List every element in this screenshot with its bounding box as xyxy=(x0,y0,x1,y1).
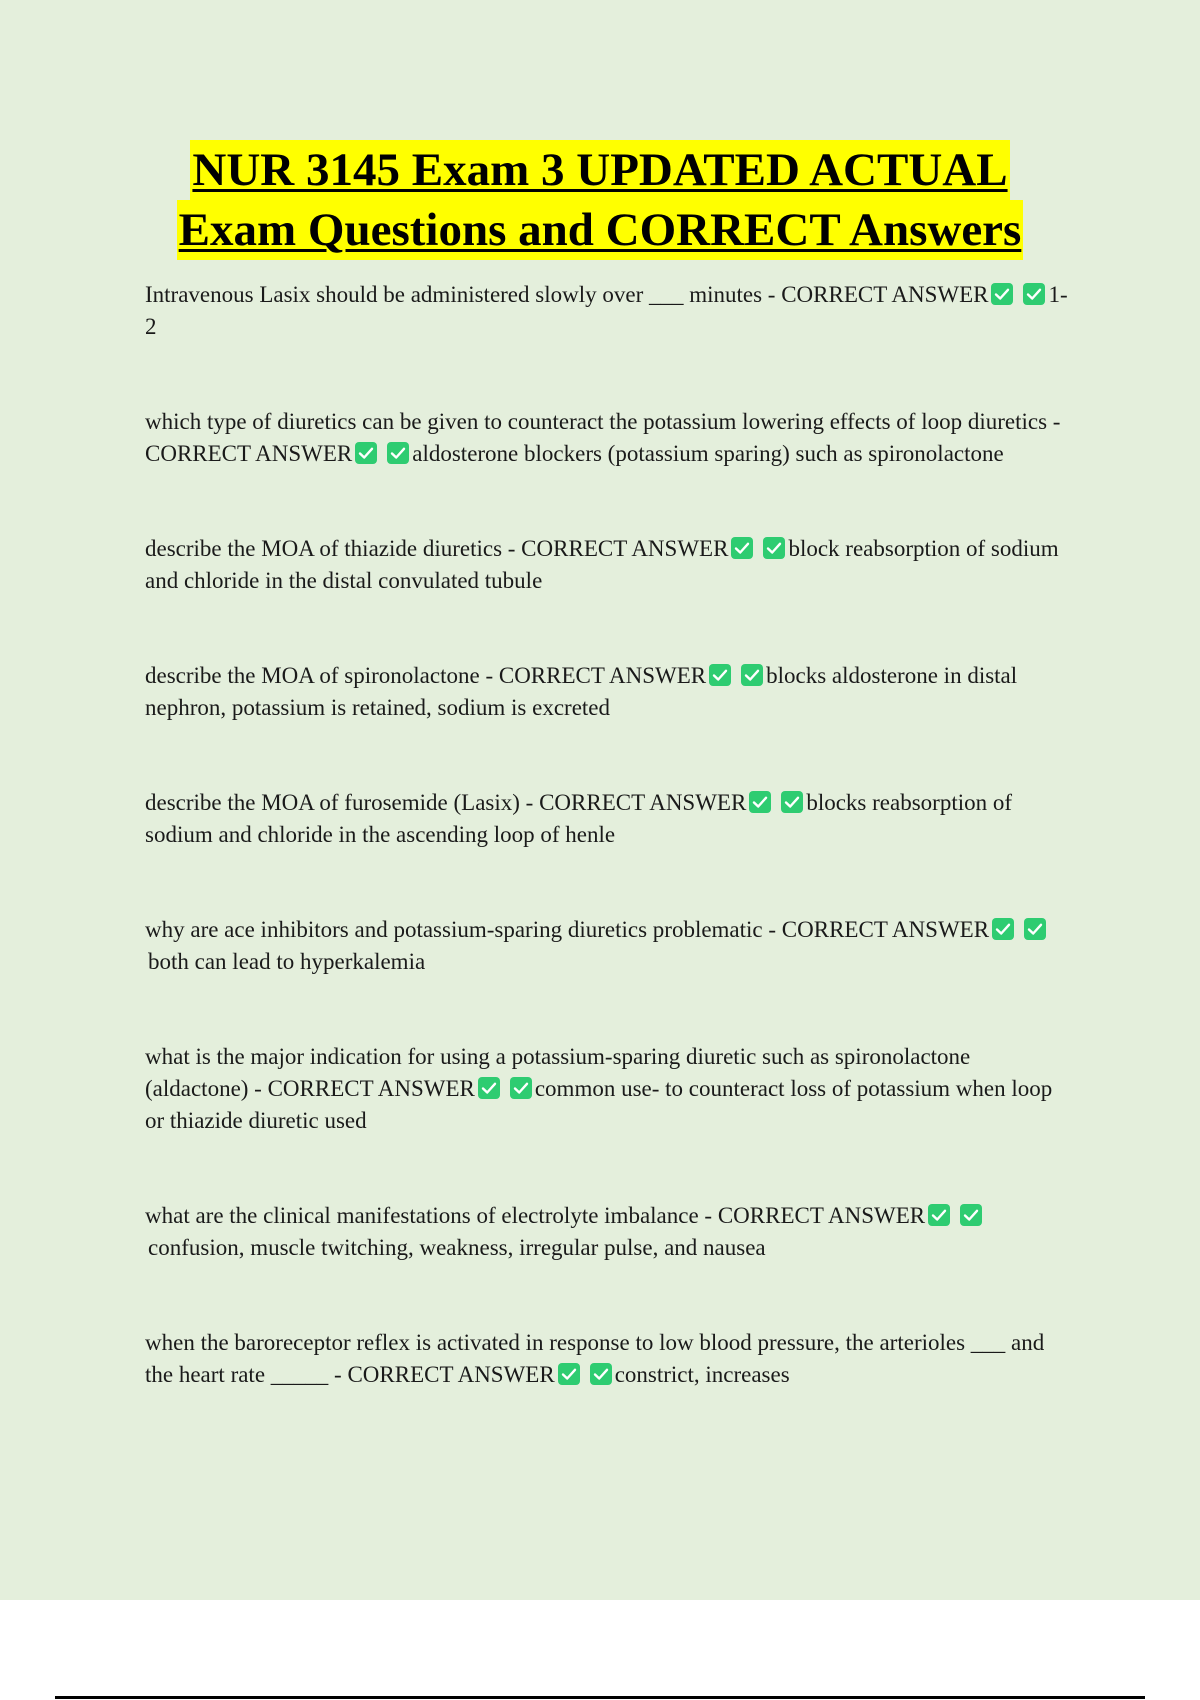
check-mark-icon xyxy=(355,442,377,464)
answer-text: 1-2 xyxy=(145,282,1068,339)
question-text: which type of diuretics can be given to counteract the potassium lowering effects of loop diuretics - CORRECT ANSWER xyxy=(145,409,1061,466)
question-text: why are ace inhibitors and potassium-sparing diuretics problematic - CORRECT ANSWER xyxy=(145,917,990,942)
qa-item xyxy=(145,279,1075,343)
qa-item xyxy=(145,914,1075,978)
check-mark-icon xyxy=(510,1077,532,1099)
qa-item xyxy=(145,533,1075,597)
qa-item xyxy=(145,1200,1075,1264)
answer-text: aldosterone blockers (potassium sparing) such as spironolactone xyxy=(412,441,1004,466)
qa-item xyxy=(145,406,1075,470)
check-mark-icon xyxy=(1023,283,1045,305)
answer-text: blocks reabsorption of sodium and chloride in the ascending loop of henle xyxy=(145,790,1013,847)
answer-text: both can lead to hyperkalemia xyxy=(148,949,426,974)
check-mark-icon xyxy=(749,791,771,813)
title-line-1: NUR 3145 Exam 3 UPDATED ACTUAL xyxy=(190,140,1009,200)
qa-list xyxy=(145,279,1075,1391)
check-mark-icon xyxy=(478,1077,500,1099)
qa-item xyxy=(145,787,1075,851)
qa-item xyxy=(145,660,1075,724)
question-text: what are the clinical manifestations of electrolyte imbalance - CORRECT ANSWER xyxy=(145,1203,926,1228)
check-mark-icon xyxy=(992,918,1014,940)
bottom-divider xyxy=(55,1696,1145,1699)
answer-text: common use- to counteract loss of potassium when loop or thiazide diuretic used xyxy=(145,1076,1053,1133)
answer-text: confusion, muscle twitching, weakness, irregular pulse, and nausea xyxy=(148,1235,766,1260)
qa-item xyxy=(145,1327,1075,1391)
check-mark-icon xyxy=(991,283,1013,305)
check-mark-icon xyxy=(763,537,785,559)
question-text: Intravenous Lasix should be administered slowly over ___ minutes - CORRECT ANSWER xyxy=(145,282,989,307)
check-mark-icon xyxy=(741,664,763,686)
answer-text: block reabsorption of sodium and chloride in the distal convulated tubule xyxy=(145,536,1059,593)
check-mark-icon xyxy=(928,1204,950,1226)
question-text: describe the MOA of thiazide diuretics - CORRECT ANSWER xyxy=(145,536,729,561)
answer-text: blocks aldosterone in distal nephron, potassium is retained, sodium is excreted xyxy=(145,663,1018,720)
question-text: what is the major indication for using a potassium-sparing diuretic such as spironolactone (aldactone) - CORRECT ANSWER xyxy=(145,1044,971,1101)
check-mark-icon xyxy=(387,442,409,464)
question-text: describe the MOA of furosemide (Lasix) - CORRECT ANSWER xyxy=(145,790,747,815)
check-mark-icon xyxy=(731,537,753,559)
document-title xyxy=(0,140,1200,260)
question-text: when the baroreceptor reflex is activated in response to low blood pressure, the arterioles ___ and the heart rate _____ - CORRECT ANSWER xyxy=(145,1330,1045,1387)
check-mark-icon xyxy=(960,1204,982,1226)
check-mark-icon xyxy=(558,1363,580,1385)
check-mark-icon xyxy=(709,664,731,686)
check-mark-icon xyxy=(1024,918,1046,940)
check-mark-icon xyxy=(590,1363,612,1385)
title-line-2: Exam Questions and CORRECT Answers xyxy=(177,200,1024,260)
qa-item xyxy=(145,1041,1075,1137)
check-mark-icon xyxy=(781,791,803,813)
question-text: describe the MOA of spironolactone - CORRECT ANSWER xyxy=(145,663,707,688)
answer-text: constrict, increases xyxy=(614,1362,790,1387)
